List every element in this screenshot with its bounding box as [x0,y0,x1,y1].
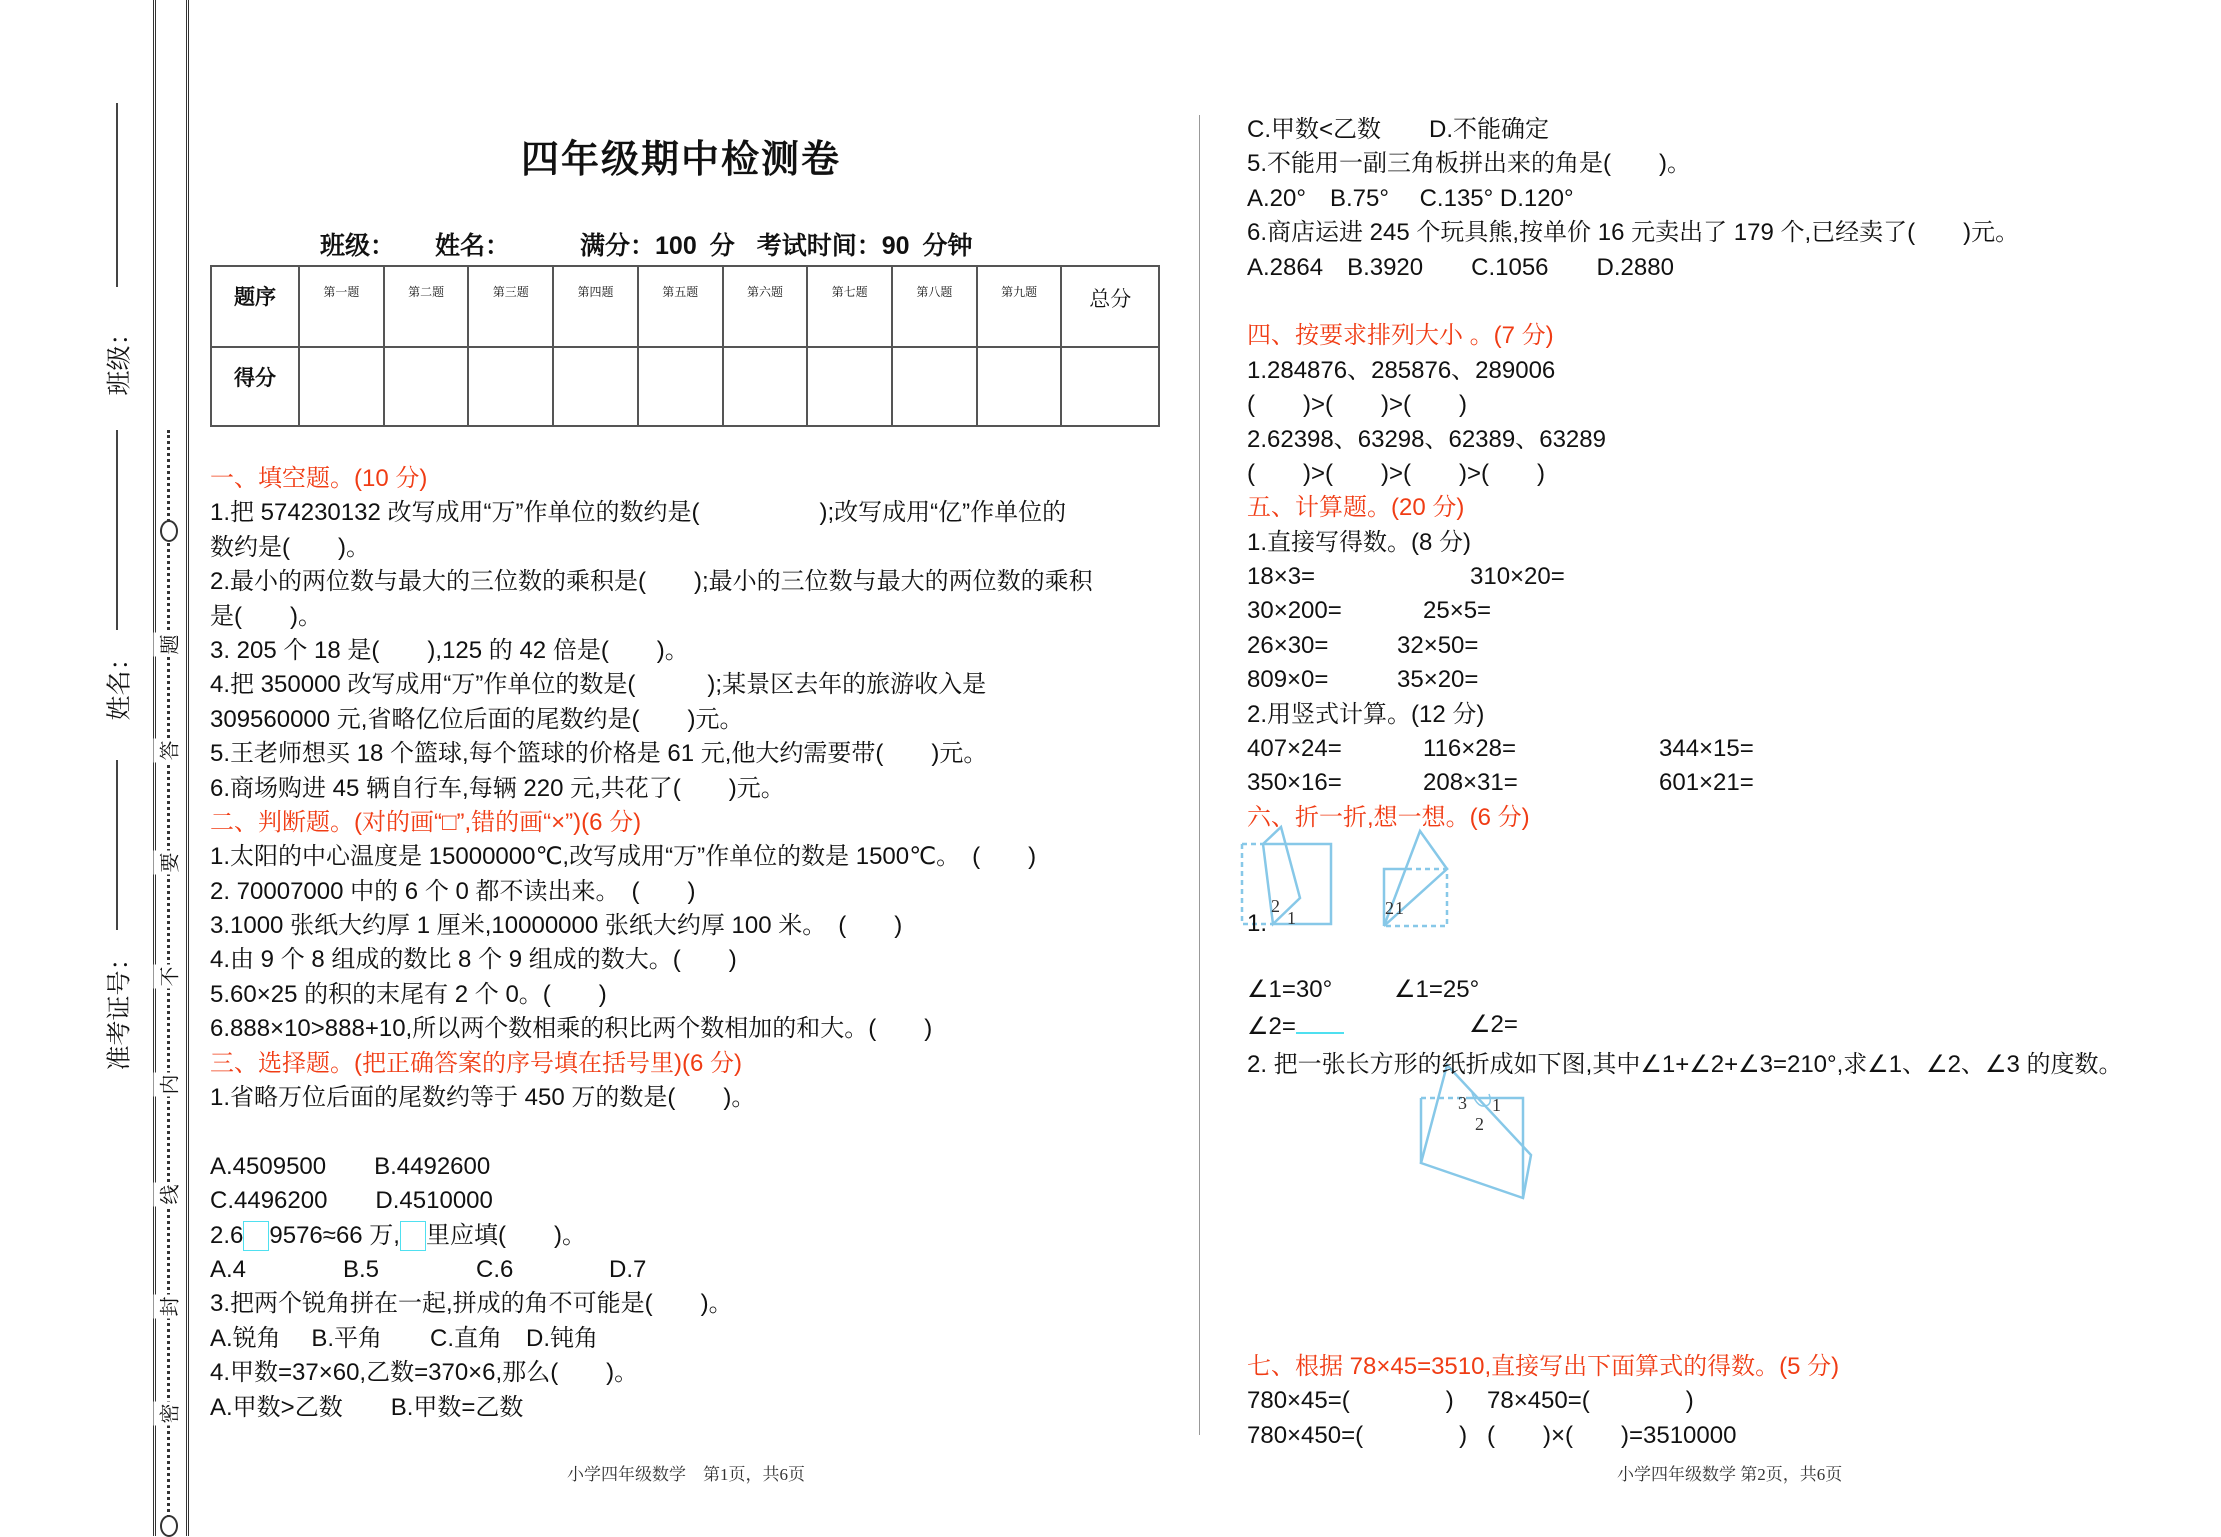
question-line: 数约是( )。 [210,533,370,561]
section-5-heading: 五、计算题。(20 分) [1247,494,1465,522]
question-line: 1.太阳的中心温度是 15000000℃,改写成用“万”作单位的数是 1500℃。 ( ) [210,843,1037,871]
section-2-heading: 二、判断题。(对的画“□”,错的画“×”)(6 分) [210,808,642,836]
info-full-score: 满分：100 分 [580,232,735,260]
question-line: 5.不能用一副三角板拼出来的角是( )。 [1247,150,1691,178]
section-4-heading: 四、按要求排列大小 。(7 分) [1247,322,1554,350]
question-line: 是( )。 [210,602,322,630]
col-header-total: 总分 [1061,266,1159,347]
q2-part: 里应填( )。 [425,1221,586,1249]
fig3-label: 1 [1492,1095,1501,1115]
answer-blank[interactable] [1296,1010,1344,1034]
calc: 26×30= [1247,631,1329,659]
page-title: 四年级期中检测卷 [520,136,841,181]
angle-answer-2: ∠2= [1469,1011,1518,1038]
question-line: 2.最小的两位数与最大的三位数的乘积是( );最小的三位数与最大的两位数的乘积 [210,568,1093,596]
question-line: 6.商场购进 45 辆自行车,每辆 220 元,共花了( )元。 [210,774,785,802]
calc: ( )×( )=3510000 [1487,1421,1737,1449]
col-header: 第二题 [384,266,469,347]
calc: 780×450=( ) [1247,1421,1468,1449]
col-header: 第八题 [892,266,977,347]
option-line: A.锐角 B.平角 C.直角 D.钝角 [210,1324,599,1352]
question-line: 4.甲数=37×60,乙数=370×6,那么( )。 [210,1359,639,1387]
calc: 25×5= [1423,597,1492,625]
calc: 78×450=( ) [1487,1387,1694,1415]
section-6-heading: 六、折一折,想一想。(6 分) [1247,803,1530,831]
fig2-label: 2 [1385,898,1394,918]
seal-char: 密 [154,1402,183,1426]
fig-question-1-label: 1. [1247,910,1268,937]
name-label: 姓名： [104,645,134,721]
calc: 809×0= [1247,666,1329,694]
seal-char: 不 [154,965,183,989]
angle-label: ∠2= [1247,1013,1296,1040]
calc: 780×45=( ) [1247,1387,1454,1415]
subheading: 2.用竖式计算。(12 分) [1247,700,1485,728]
question-line: 1.省略万位后面的尾数约等于 450 万的数是( )。 [210,1084,756,1112]
question-line: 1.把 574230132 改写成用“万”作单位的数约是( );改写成用“亿”作单位的 [210,499,1067,527]
section-7-heading: 七、根据 78×45=3510,直接写出下面算式的得数。(5 分) [1247,1353,1840,1380]
option-line: A.4509500 B.4492600 [210,1152,491,1180]
info-name: 姓名： [435,232,511,260]
q2-part: 9576≈66 万, [269,1221,400,1249]
angle-given-2: ∠1=25° [1394,976,1480,1003]
seal-char: 线 [154,1183,183,1207]
fig1-label: 1 [1287,908,1296,928]
col-header: 第三题 [468,266,553,347]
info-duration: 考试时间：90 分钟 [756,232,973,260]
question-line: 2.62398、63298、62389、63289 [1247,425,1606,453]
question-line: 2. 70007000 中的 6 个 0 都不读出来。 ( ) [210,877,696,905]
seal-char: 题 [154,633,183,657]
question-line: 5.王老师想买 18 个篮球,每个篮球的价格是 61 元,他大约需要带( )元。 [210,740,988,768]
question-line: 309560000 元,省略亿位后面的尾数约是( )元。 [210,705,744,733]
option: A.4 [210,1255,247,1283]
option-line: A.20° B.75° C.135° D.120° [1247,184,1574,212]
option: C.6 [476,1255,514,1283]
calc-row [1247,1419,1839,1453]
question-line: 3.1000 张纸大约厚 1 厘米,10000000 张纸大约厚 100 米。 ( ) [210,912,903,940]
angle-answer-1 [1247,1010,1344,1041]
fig3-label: 2 [1475,1114,1484,1134]
option-line: C.甲数<乙数 D.不能确定 [1247,116,1550,143]
option: B.5 [343,1255,380,1283]
question-line: 4.由 9 个 8 组成的数比 8 个 9 组成的数大。( ) [210,946,737,974]
calc: 35×20= [1397,666,1479,694]
col-header: 第六题 [723,266,808,347]
section-7 [1247,1350,1839,1453]
question-line: 6.888×10>888+10,所以两个数相乘的积比两个数相加的和大。( ) [210,1015,933,1043]
question-line: 5.60×25 的积的末尾有 2 个 0。( ) [210,980,607,1008]
subheading: 1.直接写得数。(8 分) [1247,528,1472,556]
fold-figure-2 [1384,831,1447,926]
calc-row [1247,1384,1839,1418]
q2-part: 2.6 [210,1221,244,1249]
fold-question-2: 2. 把一张长方形的纸折成如下图,其中∠1+∠2+∠3=210°,求∠1、∠2、∠3 的度数。 [1247,1051,2123,1078]
calc: 208×31= [1423,769,1518,797]
row-label-order: 题序 [211,266,299,347]
page-footer-right: 小学四年级数学 第2页，共6页 [1617,1465,1843,1484]
calc: 30×200= [1247,597,1342,625]
section-3-heading: 三、选择题。(把正确答案的序号填在括号里)(6 分) [210,1049,742,1077]
fig3-label: 3 [1458,1093,1467,1113]
exam-id-label: 准考证号： [104,945,134,1071]
col-header: 第五题 [638,266,723,347]
calc: 350×16= [1247,769,1342,797]
option-line: A.甲数>乙数 B.甲数=乙数 [210,1393,524,1421]
calc: 344×15= [1659,735,1754,763]
question-line: 4.把 350000 改写成用“万”作单位的数是( );某景区去年的旅游收入是 [210,671,987,699]
class-label: 班级： [104,320,134,396]
fold-figure-3 [1421,1065,1531,1198]
section-1-heading: 一、填空题。(10 分) [210,465,428,492]
calc: 32×50= [1397,631,1479,659]
calc: 310×20= [1470,563,1565,591]
calc: 116×28= [1423,735,1516,763]
question-line: 6.商店运进 245 个玩具熊,按单价 16 元卖出了 179 个,已经卖了( )元。 [1247,219,2020,247]
page-footer-left: 小学四年级数学 第1页，共6页 [567,1465,805,1484]
question-line: 3.把两个锐角拼在一起,拼成的角不可能是( )。 [210,1290,733,1318]
calc: 601×21= [1659,769,1754,797]
question-line: 3. 205 个 18 是( ),125 的 42 倍是( )。 [210,636,689,664]
fig2-label: 1 [1395,898,1404,918]
question-line: 1.284876、285876、289006 [1247,356,1556,384]
fig1-label: 2 [1271,896,1280,916]
option-line: A.2864 B.3920 C.1056 D.2880 [1247,253,1674,281]
angle-given-1: ∠1=30° [1247,976,1333,1003]
option-line: C.4496200 D.4510000 [210,1187,493,1215]
seal-char: 答 [154,739,183,763]
info-class: 班级： [320,232,396,260]
seal-char: 内 [154,1073,183,1097]
col-header: 第七题 [807,266,892,347]
row-label-score: 得分 [211,347,299,426]
col-header: 第九题 [977,266,1062,347]
calc: 18×3= [1247,563,1316,591]
answer-line: ( )>( )>( )>( ) [1247,459,1545,487]
seal-char: 封 [154,1295,183,1319]
answer-line: ( )>( )>( ) [1247,391,1467,419]
calc: 407×24= [1247,735,1342,763]
option: D.7 [609,1255,647,1283]
seal-char: 要 [154,851,183,875]
col-header: 第一题 [299,266,384,347]
col-header: 第四题 [553,266,638,347]
